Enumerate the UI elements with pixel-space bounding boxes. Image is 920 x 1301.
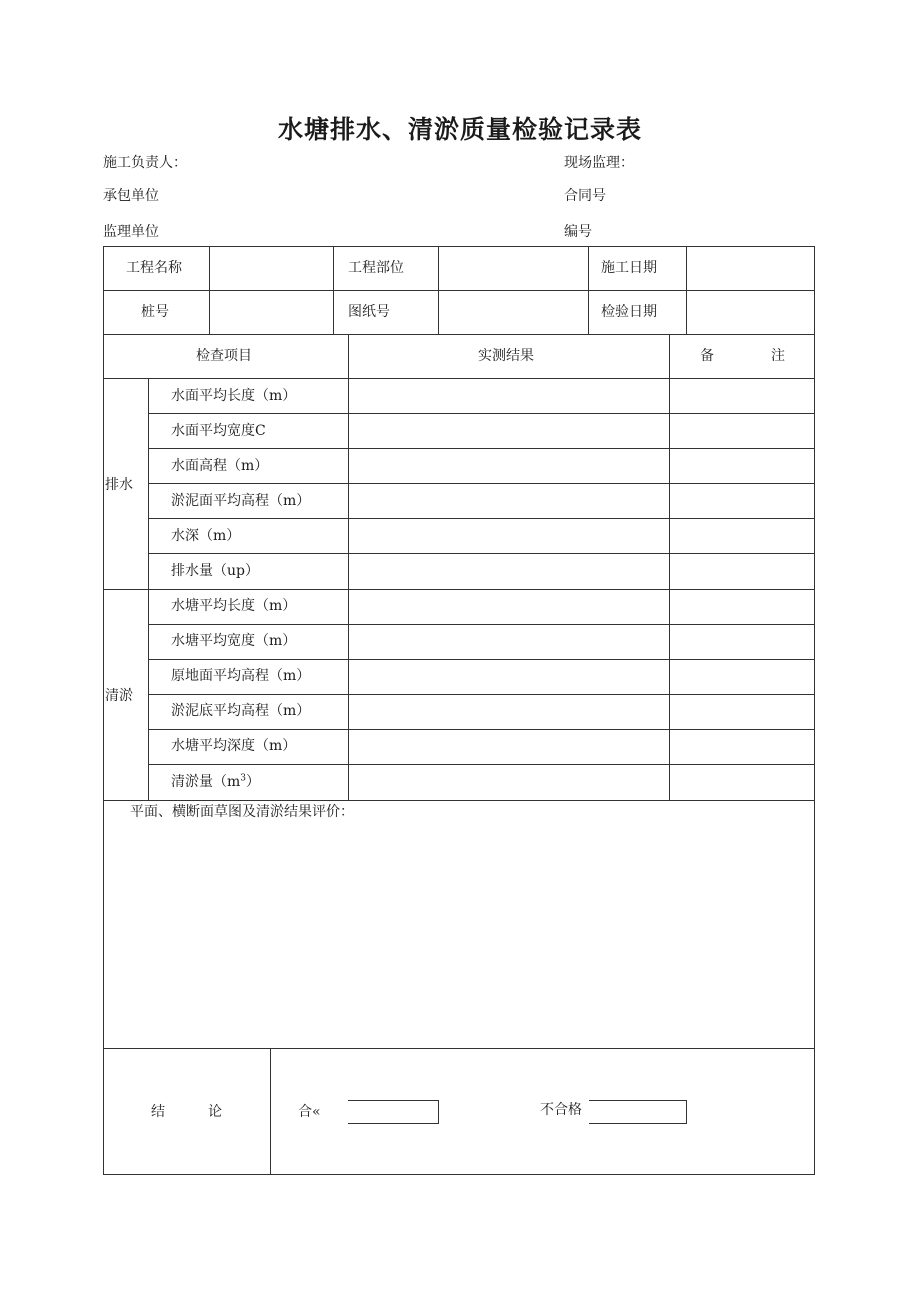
- pass-label: 合«: [298, 1104, 321, 1120]
- dredge-item: 水塘平均深度（m）: [171, 738, 297, 754]
- serial-no-label: 编号: [564, 224, 592, 240]
- fail-label: 不合格: [540, 1102, 582, 1118]
- contractor-label: 承包单位: [103, 188, 159, 204]
- remark-header-1: 备: [700, 348, 714, 364]
- column-divider: [438, 246, 439, 334]
- inspection-date-label: 检验日期: [601, 304, 657, 320]
- column-divider: [588, 246, 589, 334]
- dredge-item: 水塘平均长度（m）: [171, 598, 297, 614]
- construction-date-label: 施工日期: [601, 260, 657, 276]
- dredge-volume-superscript: 3: [240, 773, 247, 784]
- column-divider: [209, 246, 210, 334]
- drain-item: 水面高程（m）: [171, 458, 269, 474]
- row-divider: [103, 334, 815, 335]
- row-divider: [148, 659, 815, 660]
- column-divider: [348, 334, 349, 800]
- dredge-item: 原地面平均高程（m）: [171, 668, 311, 684]
- row-divider: [148, 518, 815, 519]
- sketch-evaluation-label: 平面、横断面草图及清淤结果评价：: [130, 804, 354, 820]
- row-divider: [148, 764, 815, 765]
- column-divider: [686, 246, 687, 334]
- drain-item: 排水量（up）: [171, 563, 259, 579]
- drain-item: 水深（m）: [171, 528, 241, 544]
- construction-lead-label: 施工负责人：: [103, 155, 187, 171]
- drain-item: 水面平均长度（m）: [171, 388, 297, 404]
- dredge-group-label: 清淤: [105, 688, 133, 704]
- measured-result-header: 实测结果: [478, 348, 534, 364]
- column-divider: [669, 334, 670, 800]
- row-divider: [148, 694, 815, 695]
- row-divider: [148, 413, 815, 414]
- drain-item: 淤泥面平均高程（m）: [171, 493, 311, 509]
- drain-group-label: 排水: [105, 477, 133, 493]
- drawing-no-label: 图纸号: [348, 304, 390, 320]
- column-divider: [270, 1048, 271, 1175]
- pile-no-label: 桩号: [141, 304, 169, 320]
- conclusion-label-2: 论: [208, 1104, 222, 1120]
- row-divider: [103, 800, 815, 801]
- dredge-volume-prefix: 清淤量（m: [171, 774, 241, 790]
- row-divider: [148, 448, 815, 449]
- row-divider: [103, 1048, 815, 1049]
- remark-header-2: 注: [771, 348, 785, 364]
- page-title: 水塘排水、清淤质量检验记录表: [277, 115, 642, 144]
- conclusion-label-1: 结: [151, 1104, 165, 1120]
- dredge-item-volume: [171, 773, 260, 791]
- row-divider: [148, 624, 815, 625]
- dredge-item: 水塘平均宽度（m）: [171, 633, 297, 649]
- row-divider: [148, 729, 815, 730]
- site-supervisor-label: 现场监理：: [564, 155, 634, 171]
- row-divider: [103, 589, 815, 590]
- row-divider: [148, 483, 815, 484]
- dredge-item: 淤泥底平均高程（m）: [171, 703, 311, 719]
- row-divider: [103, 378, 815, 379]
- column-divider: [333, 246, 334, 334]
- drain-item: 水面平均宽度C: [171, 423, 266, 439]
- project-part-label: 工程部位: [348, 260, 404, 276]
- row-divider: [148, 553, 815, 554]
- contract-no-label: 合同号: [564, 188, 606, 204]
- project-name-label: 工程名称: [126, 260, 182, 276]
- fail-blank-field[interactable]: [589, 1100, 687, 1124]
- pass-blank-field[interactable]: [348, 1100, 439, 1124]
- inspection-item-header: 检查项目: [196, 348, 252, 364]
- column-divider: [148, 378, 149, 800]
- supervision-unit-label: 监理单位: [103, 224, 159, 240]
- dredge-volume-suffix: ）: [246, 774, 261, 790]
